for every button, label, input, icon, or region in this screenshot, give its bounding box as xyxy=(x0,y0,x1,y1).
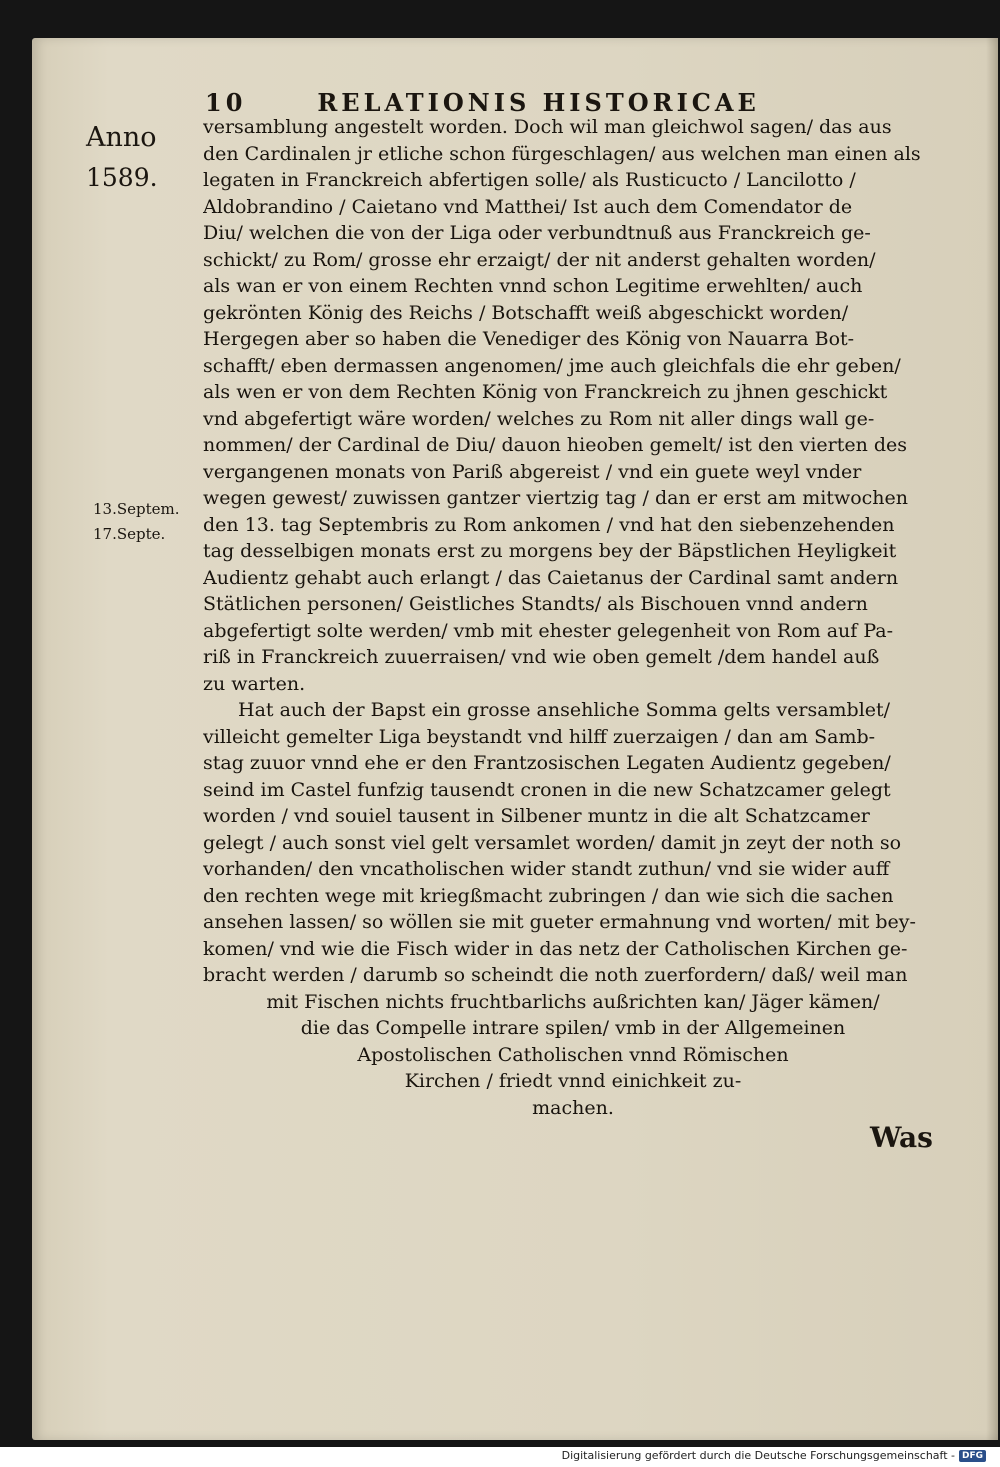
text-line: Aldobrandino / Caietano vnd Matthei/ Ist auch dem Comendator de xyxy=(203,195,853,218)
text-line: vergangenen monats von Pariß abgereist / vnd ein guete weyl vnder xyxy=(203,460,862,483)
text-line: nommen/ der Cardinal de Diu/ dauon hieoben gemelt/ ist den vierten des xyxy=(203,434,908,456)
text-line: vnd abgefertigt wäre worden/ welches zu Rom nit aller dings wall ge- xyxy=(203,407,875,430)
text-line: als wen er von dem Rechten König von Franckreich zu jhnen geschickt xyxy=(203,381,888,403)
text-line: Hergegen aber so haben die Venediger des König von Nauarra Bot- xyxy=(203,328,855,350)
digitization-footer xyxy=(562,1449,986,1462)
text-line: seind im Castel funfzig tausendt cronen in die new Schatzcamer gelegt xyxy=(203,778,891,801)
body-text xyxy=(203,114,943,1121)
margin-year: 1589. xyxy=(86,163,158,192)
text-line: schafft/ eben dermassen angenomen/ jme auch gleichfals die ehr geben/ xyxy=(203,354,901,377)
margin-date-2: 17.Septe. xyxy=(93,525,166,543)
paragraph-2 xyxy=(203,697,943,1121)
text-line: bracht werden / darumb so scheindt die noth zuerfordern/ daß/ weil man xyxy=(203,964,908,986)
text-line: den Cardinalen jr etliche schon fürgeschlagen/ aus welchen man einen als xyxy=(203,142,921,165)
text-line: die das Compelle intrare spilen/ vmb in der Allgemeinen xyxy=(300,1017,846,1039)
margin-date-1: 13.Septem. xyxy=(93,500,180,518)
text-line: abgefertigt solte werden/ vmb mit ehester gelegenheit von Rom auf Pa- xyxy=(203,619,894,642)
text-line: worden / vnd souiel tausent in Silbener muntz in die alt Schatzcamer xyxy=(203,805,870,827)
text-line: als wan er von einem Rechten vnnd schon Legitime erwehlten/ auch xyxy=(203,275,863,297)
text-line: den 13. tag Septembris zu Rom ankomen / vnd hat den siebenzehenden xyxy=(203,513,895,536)
running-title: RELATIONIS HISTORICAE xyxy=(317,88,760,117)
catchword: Was xyxy=(870,1121,933,1154)
text-line: versamblung angestelt worden. Doch wil man gleichwol sagen/ das aus xyxy=(203,116,892,138)
text-line: Audientz gehabt auch erlangt / das Caietanus der Cardinal samt andern xyxy=(203,566,899,589)
text-line: machen. xyxy=(532,1096,614,1119)
footer-credit: Digitalisierung gefördert durch die Deutsche Forschungsgemeinschaft - xyxy=(561,1449,955,1462)
text-line: wegen gewest/ zuwissen gantzer viertzig tag / dan er erst am mitwochen xyxy=(203,487,909,509)
text-line: Kirchen / friedt vnnd einichkeit zu- xyxy=(404,1070,742,1092)
dfg-logo-icon: DFG xyxy=(959,1450,986,1462)
running-header xyxy=(205,88,785,117)
text-line: schickt/ zu Rom/ grosse ehr erzaigt/ der nit anderst gehalten worden/ xyxy=(203,248,876,271)
text-line: den rechten wege mit kriegßmacht zubringen / dan wie sich die sachen xyxy=(203,884,894,907)
paragraph-1 xyxy=(203,114,943,697)
text-line: Stätlichen personen/ Geistliches Standts/ als Bischouen vnnd andern xyxy=(203,593,868,615)
page-number: 10 xyxy=(205,88,247,117)
text-line: Diu/ welchen die von der Liga oder verbundtnuß aus Franckreich ge- xyxy=(203,222,871,244)
text-line: vorhanden/ den vncatholischen wider standt zuthun/ vnd sie wider auff xyxy=(203,858,890,880)
text-line: komen/ vnd wie die Fisch wider in das netz der Catholischen Kirchen ge- xyxy=(203,937,908,960)
margin-anno-label: Anno xyxy=(86,122,157,153)
text-line: stag zuuor vnnd ehe er den Frantzosischen Legaten Audientz gegeben/ xyxy=(203,752,891,774)
text-line: villeicht gemelter Liga beystandt vnd hilff zuerzaigen / dan am Samb- xyxy=(203,725,876,748)
page-edge xyxy=(986,38,998,1440)
text-line: Hat auch der Bapst ein grosse ansehliche Somma gelts versamblet/ xyxy=(238,699,891,721)
text-line: riß in Franckreich zuuerraisen/ vnd wie oben gemelt /dem handel auß xyxy=(203,646,880,668)
text-line: tag desselbigen monats erst zu morgens bey der Bäpstlichen Heyligkeit xyxy=(203,540,897,562)
text-line: mit Fischen nichts fruchtbarlichs außrichten kan/ Jäger kämen/ xyxy=(266,990,880,1013)
text-line: gekrönten König des Reichs / Botschafft weiß abgeschickt worden/ xyxy=(203,301,849,324)
text-line: ansehen lassen/ so wöllen sie mit gueter ermahnung vnd worten/ mit bey- xyxy=(203,911,916,933)
text-line: Apostolischen Catholischen vnnd Römischen xyxy=(357,1043,789,1066)
text-line: zu warten. xyxy=(203,672,306,695)
text-line: legaten in Franckreich abfertigen solle/ als Rusticucto / Lancilotto / xyxy=(203,169,856,191)
text-line: gelegt / auch sonst viel gelt versamlet worden/ damit jn zeyt der noth so xyxy=(203,831,902,854)
